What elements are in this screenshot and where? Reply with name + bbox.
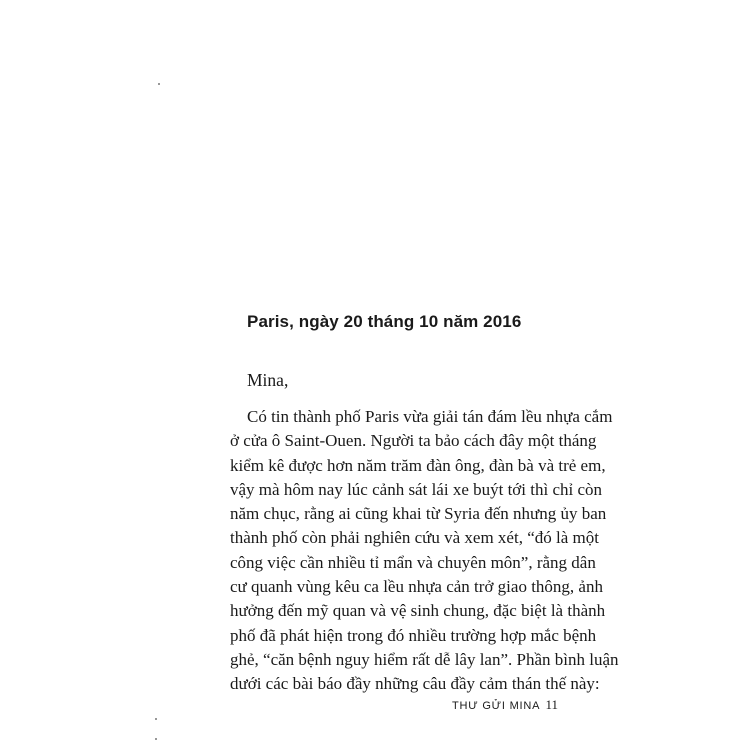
body-line: dưới các bài báo đầy những câu đầy cảm thán thế này: [230, 674, 600, 694]
body-line: ghẻ, “căn bệnh nguy hiểm rất dễ lây lan”. Phần bình luận [230, 649, 619, 669]
body-line: Có tin thành phố Paris vừa giải tán đám lều nhựa cắm [247, 407, 613, 426]
body-line: thành phố còn phải nghiên cứu và xem xét, “đó là một [230, 528, 599, 548]
print-speck [155, 718, 157, 720]
letter-date-line: Paris, ngày 20 tháng 10 năm 2016 [247, 312, 522, 331]
print-speck [158, 83, 160, 85]
page-number: 11 [545, 697, 558, 712]
letter-body [230, 405, 619, 697]
print-speck [155, 738, 157, 740]
body-line: công việc cần nhiều tỉ mẩn và chuyên môn”, rằng dân [230, 552, 596, 572]
body-line: năm chục, rằng ai cũng khai từ Syria đến nhưng ủy ban [230, 504, 607, 524]
body-line: kiểm kê được hơn năm trăm đàn ông, đàn bà và trẻ em, [230, 455, 606, 475]
body-line: phố đã phát hiện trong đó nhiều trường hợp mắc bệnh [230, 625, 597, 645]
running-head: THƯ GỬI MINA [452, 700, 541, 712]
body-line: cư quanh vùng kêu ca lều nhựa cản trở giao thông, ảnh [230, 577, 603, 597]
page-footer [430, 697, 570, 713]
body-line: ở cửa ô Saint-Ouen. Người ta bảo cách đây một tháng [230, 431, 597, 451]
body-line: vậy mà hôm nay lúc cảnh sát lái xe buýt tới thì chỉ còn [230, 479, 603, 499]
body-line: hưởng đến mỹ quan và vệ sinh chung, đặc biệt là thành [230, 601, 606, 621]
letter-salutation: Mina, [247, 370, 289, 390]
